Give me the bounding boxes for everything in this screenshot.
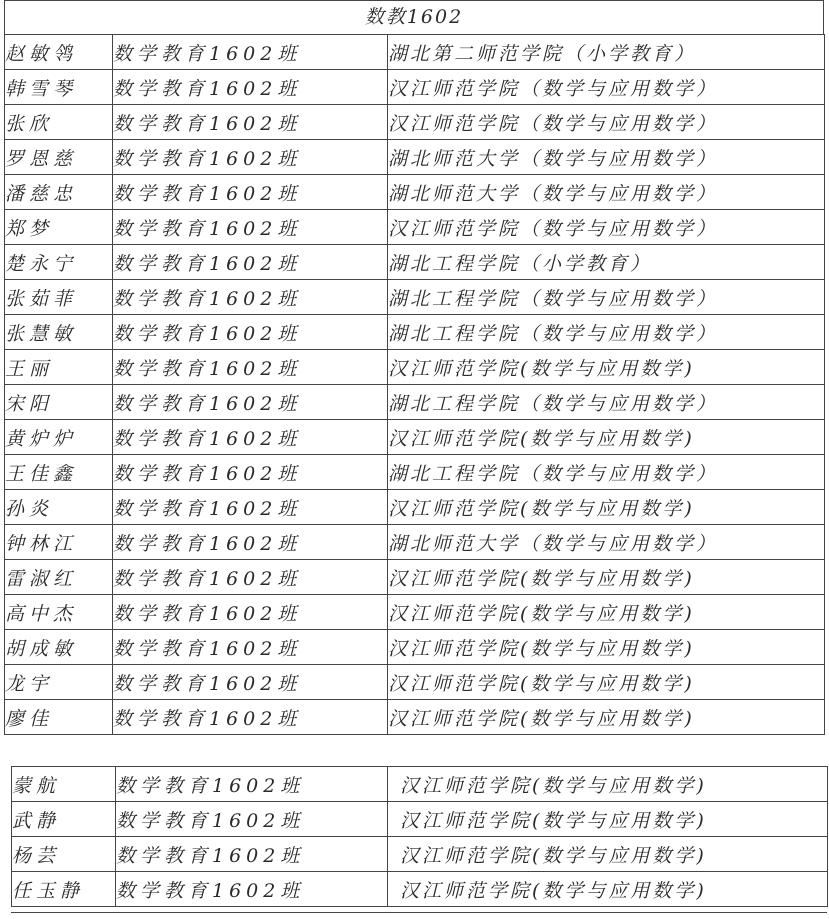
school-cell: 汉江师范学院(数学与应用数学) <box>388 630 825 665</box>
table-row <box>5 560 825 595</box>
class-cell: 数学教育1602班 <box>113 105 388 140</box>
student-name-cell: 赵敏鸰 <box>5 35 113 70</box>
table-row <box>5 175 825 210</box>
table-row <box>5 630 825 665</box>
class-cell: 数学教育1602班 <box>113 490 388 525</box>
school-cell: 湖北工程学院（数学与应用数学） <box>388 315 825 350</box>
school-cell: 湖北师范大学（数学与应用数学） <box>388 525 825 560</box>
student-name-cell: 潘慈忠 <box>5 175 113 210</box>
student-name-cell: 高中杰 <box>5 595 113 630</box>
school-cell: 汉江师范学院(数学与应用数学) <box>388 420 825 455</box>
class-cell: 数学教育1602班 <box>113 385 388 420</box>
student-name-cell: 廖佳 <box>5 700 113 735</box>
school-cell: 汉江师范学院(数学与应用数学) <box>388 767 828 802</box>
student-name-cell: 王佳鑫 <box>5 455 113 490</box>
student-table-upper <box>4 34 825 735</box>
school-cell: 汉江师范学院（数学与应用数学） <box>388 105 825 140</box>
class-cell: 数学教育1602班 <box>113 210 388 245</box>
class-cell: 数学教育1602班 <box>113 420 388 455</box>
student-name-cell: 张茹菲 <box>5 280 113 315</box>
table-row <box>5 315 825 350</box>
class-cell: 数学教育1602班 <box>113 35 388 70</box>
school-cell: 汉江师范学院(数学与应用数学) <box>388 595 825 630</box>
table-row <box>5 280 825 315</box>
table-row <box>5 350 825 385</box>
sheet-title: 数教1602 <box>4 0 824 34</box>
school-cell: 湖北工程学院（小学教育） <box>388 245 825 280</box>
school-cell: 汉江师范学院(数学与应用数学) <box>388 872 828 907</box>
table-row <box>5 455 825 490</box>
student-table-lower <box>11 766 828 907</box>
table-row <box>5 210 825 245</box>
school-cell: 湖北工程学院（数学与应用数学） <box>388 455 825 490</box>
class-cell: 数学教育1602班 <box>113 665 388 700</box>
class-cell: 数学教育1602班 <box>113 455 388 490</box>
table-row <box>5 595 825 630</box>
student-name-cell: 王丽 <box>5 350 113 385</box>
student-name-cell: 武静 <box>12 802 116 837</box>
school-cell: 汉江师范学院(数学与应用数学) <box>388 560 825 595</box>
table-row <box>5 105 825 140</box>
student-name-cell: 楚永宁 <box>5 245 113 280</box>
school-cell: 湖北师范大学（数学与应用数学） <box>388 175 825 210</box>
school-cell: 汉江师范学院(数学与应用数学) <box>388 802 828 837</box>
student-name-cell: 雷淑红 <box>5 560 113 595</box>
school-cell: 汉江师范学院（数学与应用数学） <box>388 210 825 245</box>
class-cell: 数学教育1602班 <box>113 245 388 280</box>
class-cell: 数学教育1602班 <box>116 767 388 802</box>
student-name-cell: 蒙航 <box>12 767 116 802</box>
student-name-cell: 杨芸 <box>12 837 116 872</box>
table-row <box>5 665 825 700</box>
school-cell: 湖北工程学院（数学与应用数学） <box>388 385 825 420</box>
table-row <box>5 245 825 280</box>
school-cell: 湖北师范大学（数学与应用数学） <box>388 140 825 175</box>
class-cell: 数学教育1602班 <box>113 350 388 385</box>
table-row <box>12 872 828 907</box>
class-cell: 数学教育1602班 <box>113 315 388 350</box>
class-cell: 数学教育1602班 <box>113 700 388 735</box>
school-cell: 湖北第二师范学院（小学教育） <box>388 35 825 70</box>
school-cell: 汉江师范学院(数学与应用数学) <box>388 837 828 872</box>
table-row <box>5 420 825 455</box>
school-cell: 汉江师范学院(数学与应用数学) <box>388 665 825 700</box>
class-cell: 数学教育1602班 <box>116 872 388 907</box>
bottom-rule <box>11 912 827 913</box>
student-name-cell: 郑梦 <box>5 210 113 245</box>
table-row <box>5 700 825 735</box>
class-cell: 数学教育1602班 <box>113 280 388 315</box>
school-cell: 汉江师范学院(数学与应用数学) <box>388 350 825 385</box>
class-cell: 数学教育1602班 <box>113 140 388 175</box>
school-cell: 汉江师范学院(数学与应用数学) <box>388 490 825 525</box>
table-row <box>5 525 825 560</box>
class-cell: 数学教育1602班 <box>113 560 388 595</box>
student-name-cell: 韩雪琴 <box>5 70 113 105</box>
student-name-cell: 张欣 <box>5 105 113 140</box>
class-cell: 数学教育1602班 <box>116 802 388 837</box>
student-name-cell: 胡成敏 <box>5 630 113 665</box>
class-cell: 数学教育1602班 <box>113 630 388 665</box>
school-cell: 湖北工程学院（数学与应用数学） <box>388 280 825 315</box>
table-row <box>5 140 825 175</box>
table-row <box>12 767 828 802</box>
class-cell: 数学教育1602班 <box>113 70 388 105</box>
table-row <box>5 385 825 420</box>
class-cell: 数学教育1602班 <box>113 595 388 630</box>
student-name-cell: 张慧敏 <box>5 315 113 350</box>
table-row <box>5 490 825 525</box>
student-name-cell: 孙炎 <box>5 490 113 525</box>
student-name-cell: 宋阳 <box>5 385 113 420</box>
student-name-cell: 钟林江 <box>5 525 113 560</box>
class-cell: 数学教育1602班 <box>113 525 388 560</box>
table-row <box>12 802 828 837</box>
class-cell: 数学教育1602班 <box>116 837 388 872</box>
school-cell: 汉江师范学院(数学与应用数学) <box>388 700 825 735</box>
table-row <box>5 70 825 105</box>
student-name-cell: 罗恩慈 <box>5 140 113 175</box>
table-row <box>5 35 825 70</box>
school-cell: 汉江师范学院（数学与应用数学） <box>388 70 825 105</box>
class-cell: 数学教育1602班 <box>113 175 388 210</box>
table-row <box>12 837 828 872</box>
student-name-cell: 龙宇 <box>5 665 113 700</box>
student-name-cell: 黄炉炉 <box>5 420 113 455</box>
student-name-cell: 任玉静 <box>12 872 116 907</box>
